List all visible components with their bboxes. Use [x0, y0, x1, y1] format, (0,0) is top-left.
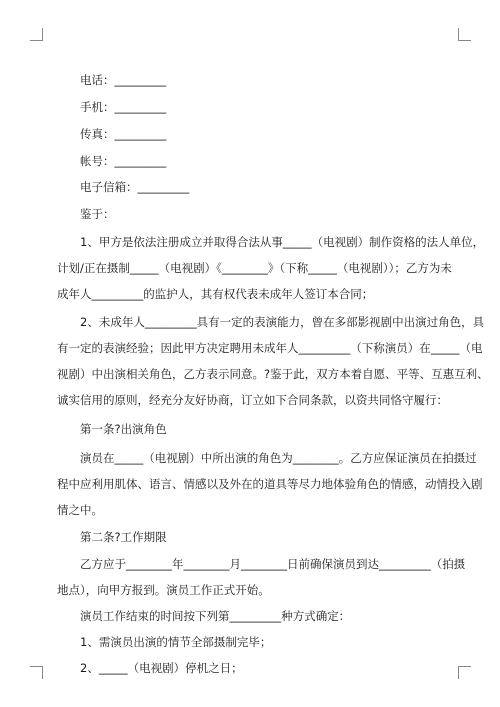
crop-mark-top-right: [458, 28, 471, 41]
para1-line3: 成年人_________的监护人，其有权代表未成年人签订本合同；: [57, 287, 374, 301]
article1-line2: 程中应利用肌体、语言、情感以及外在的道具等尽力地体验角色的情感，动情投入剧: [57, 477, 483, 491]
end-option-2: 2、_____（电视剧）停机之日；: [80, 661, 243, 675]
article1-line3: 情之中。: [57, 503, 103, 517]
end-time-intro: 演员工作结束的时间按下列第_________种方式确定：: [80, 609, 351, 623]
account-field: 帐号：_________: [80, 154, 167, 168]
para2-line4: 诚实信用的原则，经充分友好协商，订立如下合同条款，以资共同恪守履行：: [57, 393, 448, 407]
crop-mark-bottom-right: [458, 666, 471, 679]
email-field: 电子信箱：_________: [80, 180, 190, 194]
end-option-1: 1、需演员出演的情节全部摄制完毕；: [80, 635, 272, 649]
fax-field: 传真：_________: [80, 127, 167, 141]
crop-mark-bottom-left: [30, 666, 43, 679]
mobile-field: 手机：_________: [80, 100, 167, 114]
phone-field: 电话：_________: [80, 73, 167, 87]
crop-mark-top-left: [30, 28, 43, 41]
article1-line1: 演员在_____（电视剧）中所出演的角色为________。乙方应保证演员在拍摄过: [80, 451, 477, 465]
para2-line2: 有一定的表演经验；因此甲方决定聘用未成年人_________（下称演员）在_____（电: [57, 341, 483, 355]
para2-line3: 视剧）中出演相关角色，乙方表示同意。?鉴于此，双方本着自愿、平等、互惠互利、: [57, 367, 489, 381]
para2-line1: 2、未成年人_________具有一定的表演能力，曾在多部影视剧中出演过角色，具: [80, 315, 485, 329]
article2-line2: 地点），向甲方报到。演员工作正式开始。: [57, 583, 270, 597]
article2-title: 第二条?工作期限: [80, 530, 167, 544]
article2-line1: 乙方应于________年________月________日前确保演员到达_________（拍摄: [80, 557, 466, 571]
whereas-heading: 鉴于：: [80, 207, 115, 221]
para1-line1: 1、甲方是依法注册成立并取得合法从事_____（电视剧）制作资格的法人单位，: [80, 235, 485, 249]
article1-title: 第一条?出演角色: [80, 422, 167, 436]
para1-line2: 计划/正在摄制_____（电视剧）《________》（下称_____（电视剧））；乙方为未: [57, 261, 452, 275]
